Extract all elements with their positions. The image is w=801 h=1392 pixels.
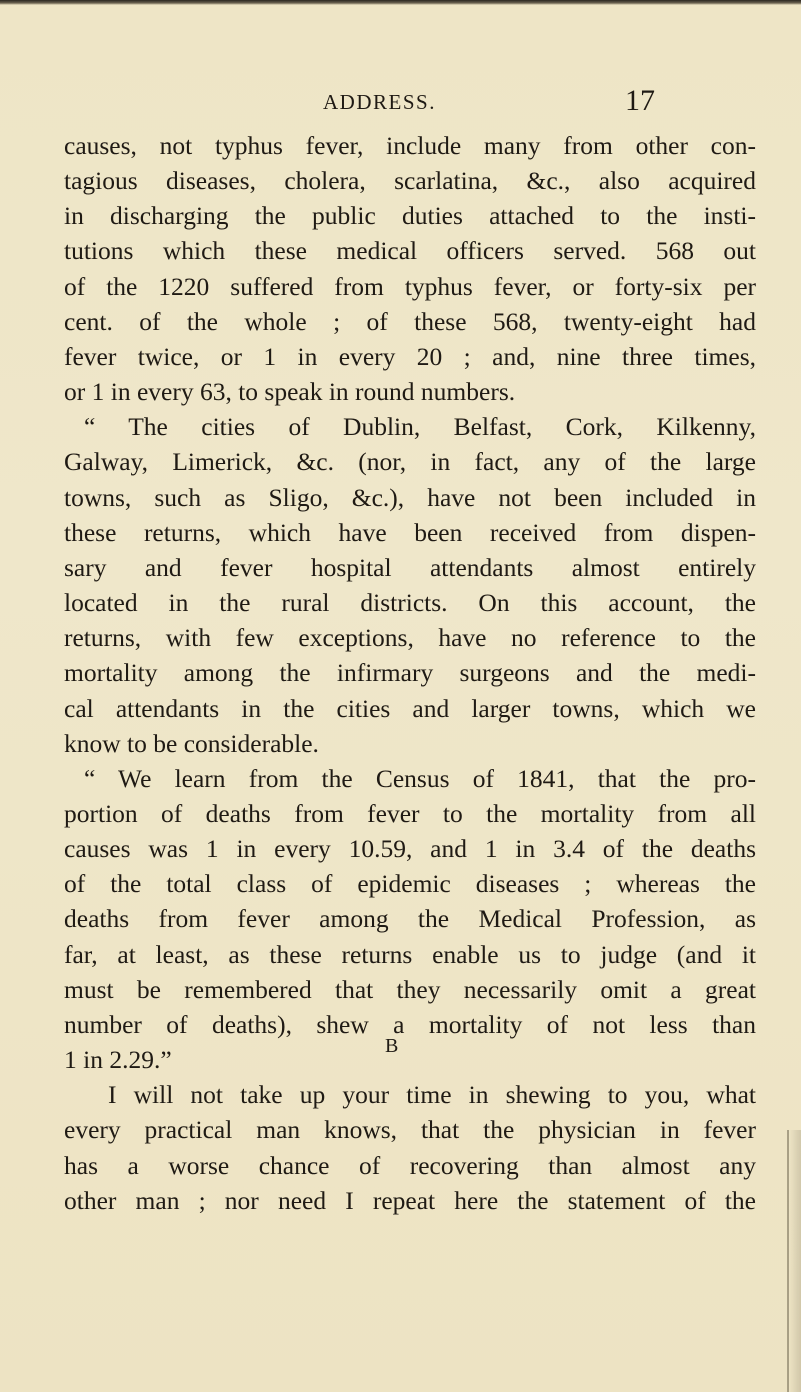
text-line: deaths from fever among the Medical Profession, as <box>64 904 756 934</box>
text-line: far, at least, as these returns enable us to judge (and it <box>64 939 756 969</box>
text-line: these returns, which have been received from dispen- <box>64 517 756 547</box>
text-line: sary and fever hospital attendants almost entirely <box>64 552 756 582</box>
running-head <box>0 84 801 118</box>
text-line: has a worse chance of recovering than almost any <box>64 1150 756 1180</box>
text-line: 1 in 2.29.” <box>64 1045 172 1075</box>
text-line: returns, with few exceptions, have no reference to the <box>64 623 756 653</box>
text-line: of the total class of epidemic diseases ; whereas the <box>64 869 756 899</box>
running-title: ADDRESS. <box>323 90 436 114</box>
text-line: mortality among the infirmary surgeons and the medi- <box>64 658 756 688</box>
text-line: cent. of the whole ; of these 568, twenty-eight had <box>64 306 756 336</box>
text-line: or 1 in every 63, to speak in round numbers. <box>64 377 516 407</box>
text-line: must be remembered that they necessarily omit a great <box>64 974 756 1004</box>
text-line: towns, such as Sligo, &c.), have not been included in <box>64 482 756 512</box>
text-line: cal attendants in the cities and larger towns, which we <box>64 693 756 723</box>
text-line: of the 1220 suffered from typhus fever, or forty-six per <box>64 271 756 301</box>
text-line: other man ; nor need I repeat here the statement of the <box>64 1185 756 1215</box>
text-line: tutions which these medical officers served. 568 out <box>64 236 756 266</box>
page-top-edge <box>0 0 801 5</box>
page-fold-shadow <box>787 1130 801 1392</box>
text-line: Galway, Limerick, &c. (nor, in fact, any of the large <box>64 447 756 477</box>
text-line: number of deaths), shew a mortality of not less than <box>64 1009 756 1039</box>
text-line: causes, not typhus fever, include many from other con- <box>64 131 756 160</box>
text-line: tagious diseases, cholera, scarlatina, &c., also acquired <box>64 166 756 196</box>
page-number: 17 <box>625 84 655 117</box>
text-line: every practical man knows, that the physician in fever <box>64 1115 756 1145</box>
text-line: “ The cities of Dublin, Belfast, Cork, Kilkenny, <box>84 412 756 442</box>
signature-mark: B <box>385 1035 400 1057</box>
text-line: in discharging the public duties attached to the insti- <box>64 201 756 231</box>
text-line: know to be considerable. <box>64 728 319 758</box>
text-line: fever twice, or 1 in every 20 ; and, nine three times, <box>64 341 756 371</box>
text-line: causes was 1 in every 10.59, and 1 in 3.4 of the deaths <box>64 834 756 864</box>
text-line: I will not take up your time in shewing to you, what <box>108 1080 756 1110</box>
body-text <box>64 128 756 1218</box>
text-line: portion of deaths from fever to the mortality from all <box>64 798 756 828</box>
text-line: located in the rural districts. On this account, the <box>64 588 756 618</box>
text-line: “ We learn from the Census of 1841, that the pro- <box>84 763 756 793</box>
